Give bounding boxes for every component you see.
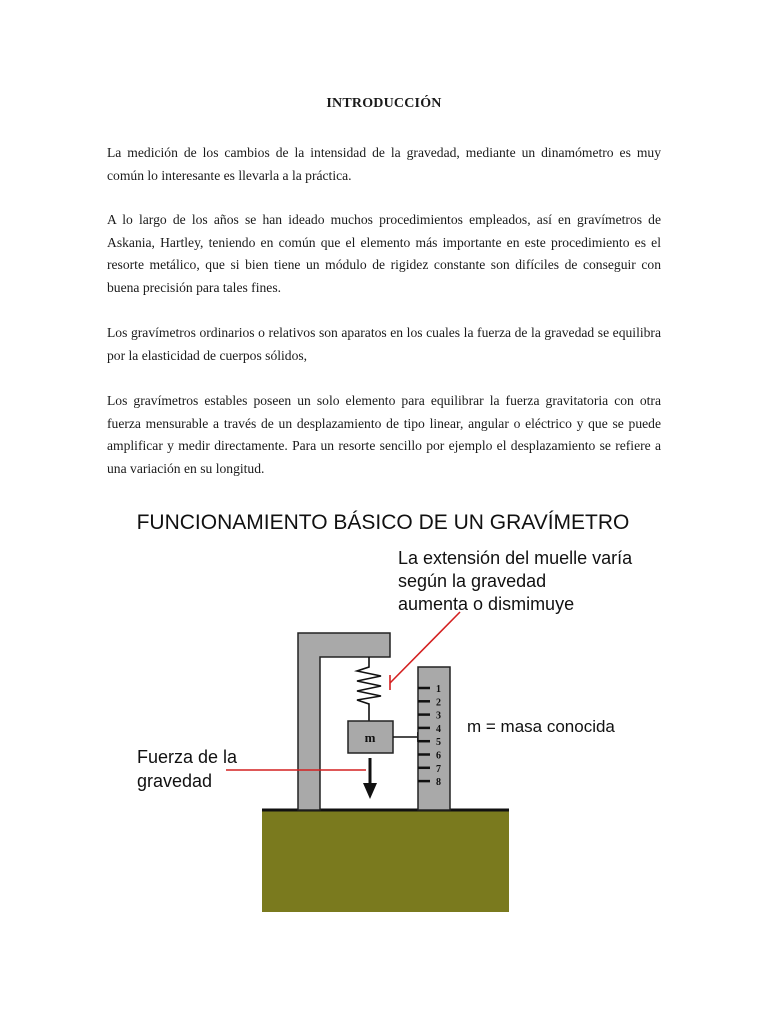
scale-tick-label: 1 xyxy=(436,684,441,695)
paragraph-2: A lo largo de los años se han ideado muchos procedimientos empleados, así en gravímetros de Askania, Hartley, teniendo en común que el elemento más importante en este procedimiento es el resorte metálico, que si bien tiene un módulo de rigidez constante son difíciles de conseguir con buena precisión para tales fines. xyxy=(107,212,661,295)
ground-block xyxy=(262,810,509,912)
mass-legend: m = masa conocida xyxy=(467,717,615,736)
scale-tick-label: 4 xyxy=(436,723,441,735)
scale-tick-label: 5 xyxy=(436,737,441,749)
scale-tick-label: 6 xyxy=(436,750,441,762)
paragraph-3: Los gravímetros ordinarios o relativos son aparatos en los cuales la fuerza de la gravedad se equilibra por la elasticidad de cuerpos sólidos, xyxy=(107,325,661,363)
gravity-arrowhead xyxy=(363,783,377,799)
scale-tick-label: 7 xyxy=(436,763,441,775)
gravity-label-line-1: Fuerza de la xyxy=(137,747,238,767)
mass-symbol: m xyxy=(364,730,376,745)
gravity-label-line-2: gravedad xyxy=(137,771,213,791)
page-heading: INTRODUCCIÓN xyxy=(326,96,442,111)
scale-tick-label: 8 xyxy=(436,777,441,789)
paragraph-1: La medición de los cambios de la intensidad de la gravedad, mediante un dinamómetro es muy común lo interesante es llevarla a la práctica. xyxy=(107,145,661,183)
spring-note-line-2: según la gravedad xyxy=(398,571,547,591)
scale-tick-label: 2 xyxy=(436,697,441,709)
figure-title: FUNCIONAMIENTO BÁSICO DE UN GRAVÍMETRO xyxy=(136,511,630,534)
spring-note-line-1: La extensión del muelle varía xyxy=(398,548,633,568)
scale-tick-label: 3 xyxy=(436,710,441,722)
spring xyxy=(357,657,381,721)
spring-note-line-3: aumenta o dismimuye xyxy=(398,594,575,614)
paragraph-4: Los gravímetros estables poseen un solo elemento para equilibrar la fuerza gravitatoria con otra fuerza mensurable a través de un desplazamiento de tipo linear, angular o eléctrico y que se puede amplificar y medir directamente. Para un resorte sencillo por ejemplo el desplazamiento se refiere a una variación en su longitud. xyxy=(107,393,661,476)
